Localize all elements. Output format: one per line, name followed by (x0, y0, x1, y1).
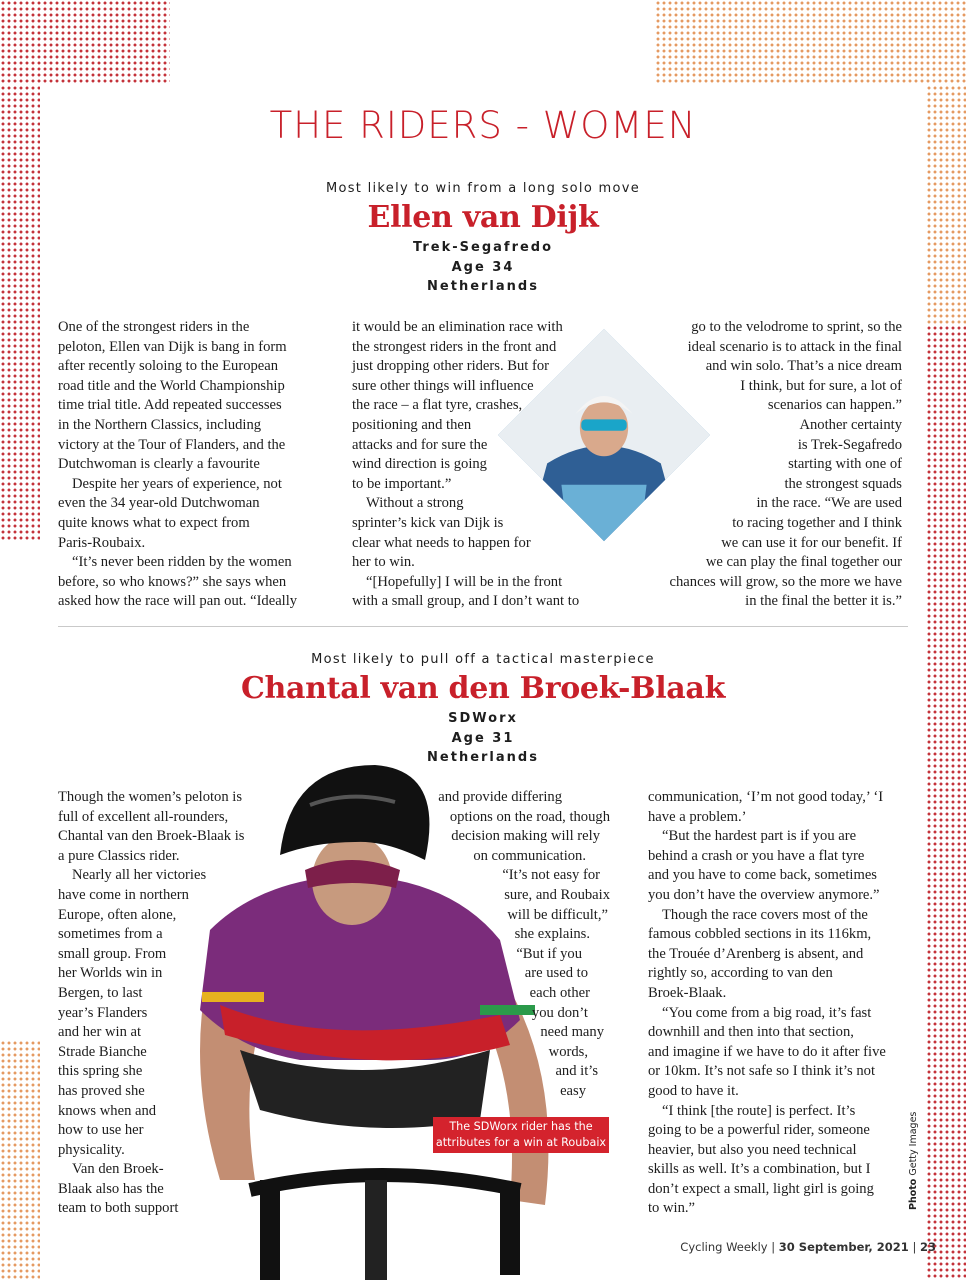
text-line: with a small group, and I don’t want to (352, 593, 580, 610)
text-line: have come in northern (58, 886, 189, 903)
text-line: you don’t (531, 1004, 588, 1021)
text-line: Paris-Roubaix. (58, 534, 146, 551)
rider1-c3-p1 (640, 318, 902, 416)
text-line: “You come from a big road, it’s fast (662, 1004, 872, 1021)
text-line: we can play the final together our (705, 554, 902, 571)
dot-pattern-left-upper (0, 85, 40, 540)
text-line: attacks and for sure the (352, 436, 488, 453)
text-line: Bergen, to last (58, 984, 143, 1001)
text-line: small group. From (58, 945, 167, 962)
page-number: 23 (919, 1240, 936, 1254)
text-line: Though the race covers most of the (662, 906, 868, 923)
text-line: “It’s never been ridden by the women (72, 554, 292, 571)
text-line: how to use her (58, 1122, 144, 1139)
text-line: Broek-Blaak. (648, 984, 727, 1001)
rider1-c3-p2 (640, 416, 902, 612)
text-line: Another certainty (799, 416, 902, 433)
text-line: to be important.” (352, 475, 452, 492)
text-line: sometimes from a (58, 926, 163, 943)
rider1-nationality: Netherlands (427, 279, 539, 294)
section-divider (58, 626, 908, 627)
dot-pattern-top-left (0, 0, 170, 85)
text-line: downhill and then into that section, (648, 1024, 854, 1041)
caption-line: The SDWorx rider has the (449, 1120, 593, 1133)
text-line: and it’s (555, 1063, 598, 1080)
text-line: it would be an elimination race with (352, 319, 563, 335)
text-line: she explains. (514, 926, 590, 943)
rider2-c3-p5 (648, 1102, 908, 1220)
footer-date: 30 September, 2021 (778, 1240, 909, 1254)
rider1-c2-p2 (352, 494, 612, 572)
rider1-column-3 (640, 318, 902, 612)
photo-credit-source: Getty Images (908, 1111, 919, 1176)
text-line: on communication. (473, 847, 586, 864)
text-line: this spring she (58, 1063, 143, 1080)
text-line: just dropping other riders. But for (352, 358, 549, 375)
text-line: go to the velodrome to sprint, so the (691, 319, 902, 335)
text-line: Despite her years of experience, not (72, 475, 282, 492)
text-line: are used to (524, 965, 588, 982)
dot-pattern-top-right (655, 0, 966, 85)
text-line: to win.” (648, 1200, 696, 1217)
text-line: is Trek-Segafredo (797, 436, 902, 453)
rider2-c3-p3 (648, 906, 908, 1004)
rider1-c1-p1 (58, 318, 328, 475)
text-line: in the race. “We are used (756, 495, 902, 512)
text-line: Chantal van den Broek-Blaak is (58, 828, 245, 845)
text-line: each other (529, 984, 590, 1001)
text-line: “But the hardest part is if you are (662, 828, 857, 845)
text-line: sure other things will influence (352, 377, 534, 394)
rider2-c2-p1 (372, 788, 610, 866)
text-line: options on the road, though (449, 808, 610, 825)
text-line: need many (540, 1024, 604, 1041)
text-line: the strongest squads (784, 475, 902, 492)
text-line: and her win at (58, 1024, 142, 1041)
rider1-c2-p1 (352, 318, 612, 494)
text-line: chances will grow, so the more we have (669, 573, 902, 590)
text-line: “I think [the route] is perfect. It’s (662, 1102, 856, 1119)
page-title: THE RIDERS - WOMEN (269, 104, 697, 147)
text-line: after recently soloing to the European (58, 358, 279, 375)
text-line: asked how the race will pan out. “Ideally (58, 593, 298, 610)
text-line: road title and the World Championship (58, 377, 285, 394)
rider2-kicker: Most likely to pull off a tactical masterpiece (311, 652, 655, 667)
text-line: victory at the Tour of Flanders, and the (58, 436, 286, 453)
text-line: has proved she (58, 1082, 145, 1099)
text-line: Van den Broek- (72, 1161, 164, 1178)
text-line: the strongest riders in the front and (352, 338, 557, 355)
text-line: don’t expect a small, light girl is going (648, 1180, 874, 1197)
text-line: Blaak also has the (58, 1180, 164, 1197)
text-line: scenarios can happen.” (767, 397, 902, 414)
text-line: to racing together and I think (732, 514, 902, 531)
rider1-column-1 (58, 318, 328, 612)
rider2-team: SDWorx (448, 711, 518, 726)
text-line: Though the women’s peloton is (58, 789, 243, 805)
rider1-meta (0, 238, 966, 297)
text-line: in the final the better it is.” (745, 593, 902, 610)
text-line: rightly so, according to van den (648, 965, 833, 982)
text-line: Nearly all her victories (72, 867, 207, 884)
text-line: Dutchwoman is clearly a favourite (58, 456, 260, 473)
text-line: ideal scenario is to attack in the final (687, 338, 902, 355)
text-line: in the Northern Classics, including (58, 416, 262, 433)
rider2-meta (0, 709, 966, 768)
text-line: good to have it. (648, 1082, 739, 1099)
text-line: even the 34 year-old Dutchwoman (58, 495, 260, 512)
rider2-c2-p2 (372, 866, 610, 944)
photo-caption (433, 1117, 609, 1153)
text-line: decision making will rely (451, 828, 600, 845)
text-line: the Trouée d’Arenberg is absent, and (648, 945, 864, 962)
text-line: and you have to come back, sometimes (648, 867, 877, 884)
text-line: starting with one of (788, 456, 902, 473)
text-line: we can use it for our benefit. If (721, 534, 902, 551)
rider2-c2-p3 (372, 945, 610, 1102)
dot-pattern-left-lower (0, 1040, 40, 1280)
rider1-team: Trek-Segafredo (412, 240, 554, 255)
rider2-column-1 (58, 788, 328, 1219)
text-line: famous cobbled sections in its 116km, (648, 926, 872, 943)
rider1-c1-p2 (58, 475, 328, 553)
text-line: wind direction is going (352, 456, 487, 473)
text-line: and win solo. That’s a nice dream (705, 358, 902, 375)
rider1-name: Ellen van Dijk (367, 200, 599, 235)
rider2-nationality: Netherlands (427, 750, 539, 765)
photo-credit (908, 1112, 919, 1210)
rider2-age: Age 31 (451, 730, 515, 746)
rider1-column-2 (352, 318, 612, 612)
rider2-name: Chantal van den Broek-Blaak (240, 671, 726, 706)
rider1-c1-p3 (58, 553, 328, 612)
rider2-c1-p1 (58, 788, 328, 866)
text-line: and provide differing (438, 789, 562, 805)
text-line: knows when and (58, 1102, 157, 1119)
rider2-c3-p1 (648, 788, 908, 827)
text-line: year’s Flanders (58, 1004, 148, 1021)
rider2-column-3 (648, 788, 908, 1219)
text-line: peloton, Ellen van Dijk is bang in form (58, 338, 287, 355)
rider2-c1-p2 (58, 866, 328, 1160)
text-line: the race – a flat tyre, crashes, (352, 397, 523, 414)
text-line: a pure Classics rider. (58, 847, 180, 864)
text-line: easy (560, 1082, 586, 1099)
text-line: sure, and Roubaix (504, 886, 610, 903)
text-line: and imagine if we have to do it after five (648, 1043, 886, 1060)
text-line: you don’t have the overview anymore.” (648, 886, 880, 903)
caption-line: attributes for a win at Roubaix (435, 1136, 607, 1149)
text-line: her Worlds win in (58, 965, 163, 982)
text-line: “It’s not easy for (502, 867, 600, 884)
dot-pattern-right-lower (926, 325, 966, 1280)
rider1-c2-p3 (352, 573, 612, 612)
rider2-c3-p4 (648, 1004, 908, 1102)
photo-credit-label: Photo (908, 1178, 919, 1210)
footer-magazine: Cycling Weekly (680, 1240, 768, 1254)
text-line: positioning and then (352, 416, 472, 433)
text-line: I think, but for sure, a lot of (740, 377, 902, 394)
text-line: team to both support (58, 1200, 179, 1217)
text-line: her to win. (352, 554, 415, 571)
text-line: quite knows what to expect from (58, 514, 250, 531)
rider2-column-2 (372, 788, 610, 1102)
rider1-age: Age 34 (451, 259, 515, 275)
rider2-c1-p3 (58, 1160, 328, 1219)
text-line: going to be a powerful rider, someone (648, 1122, 870, 1139)
text-line: time trial title. Add repeated successes (58, 397, 282, 414)
text-line: full of excellent all-rounders, (58, 808, 229, 825)
rider1-kicker: Most likely to win from a long solo move (325, 181, 641, 196)
text-line: Europe, often alone, (58, 906, 177, 923)
text-line: clear what needs to happen for (352, 534, 531, 551)
text-line: “But if you (516, 945, 582, 962)
text-line: heavier, but also you need technical (648, 1141, 857, 1158)
text-line: behind a crash or you have a flat tyre (648, 847, 865, 864)
text-line: One of the strongest riders in the (58, 319, 250, 335)
text-line: sprinter’s kick van Dijk is (352, 514, 504, 531)
text-line: or 10km. It’s not safe so I think it’s not (648, 1063, 876, 1080)
text-line: before, so who knows?” she says when (58, 573, 287, 590)
text-line: Without a strong (366, 495, 464, 512)
text-line: words, (548, 1043, 588, 1060)
text-line: skills as well. It’s a combination, but I (648, 1161, 871, 1178)
text-line: will be difficult,” (507, 906, 608, 923)
text-line: “[Hopefully] I will be in the front (366, 573, 563, 590)
text-line: physicality. (58, 1141, 125, 1158)
page-footer: Cycling Weekly | 30 September, 2021 | 23 (680, 1240, 936, 1254)
text-line: have a problem.’ (648, 808, 747, 825)
text-line: communication, ‘I’m not good today,’ ‘I (648, 789, 884, 805)
text-line: Strade Bianche (58, 1043, 147, 1060)
rider2-c3-p2 (648, 827, 908, 905)
